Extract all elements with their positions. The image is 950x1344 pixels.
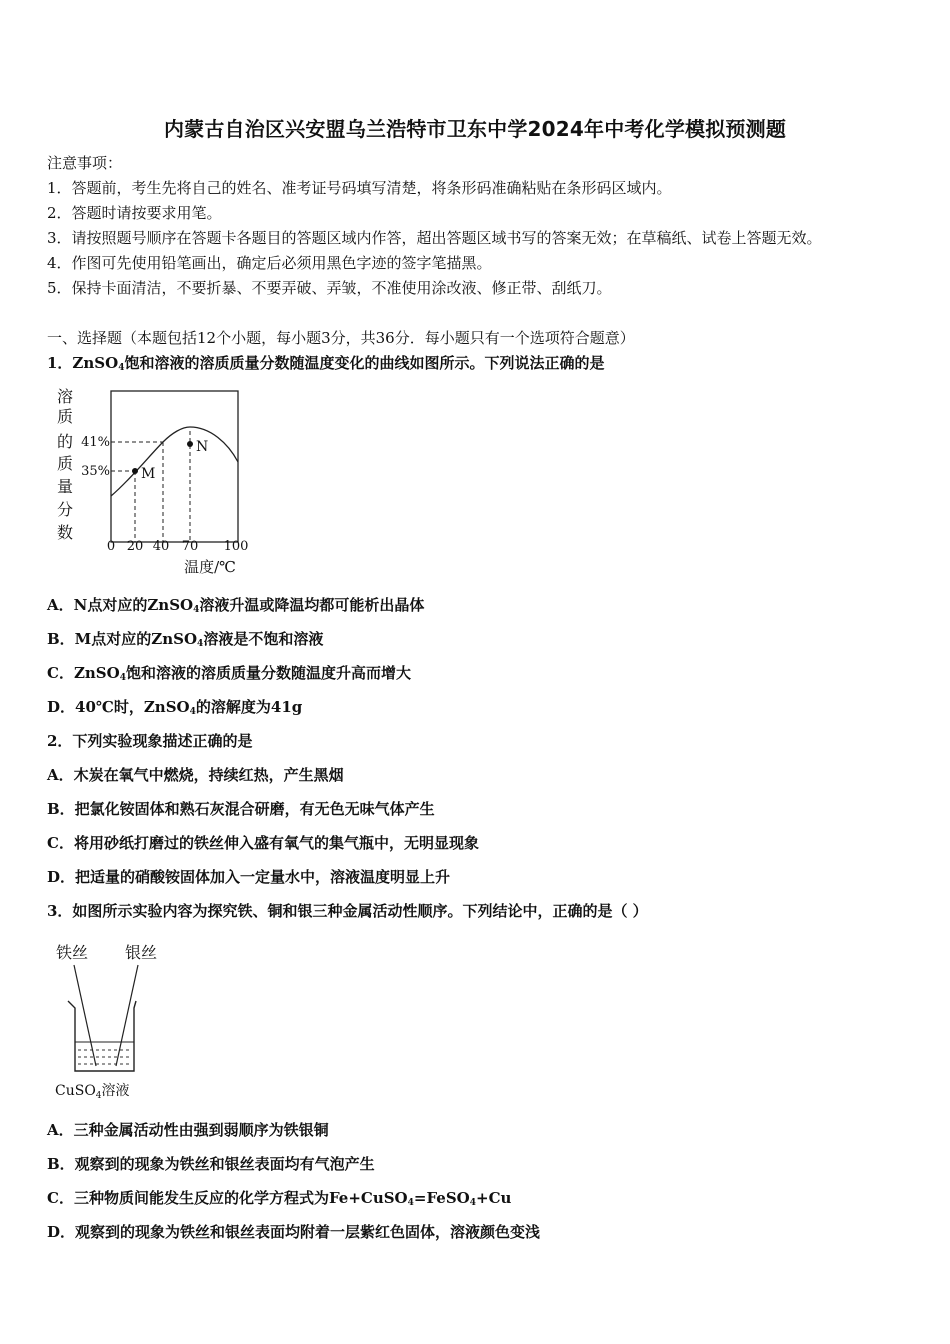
q1-ylabel-char: 的 — [56, 432, 74, 451]
q1-option-b: B．M点对应的ZnSO$_4$溶液是不饱和溶液 — [47, 630, 324, 649]
q2-option-b: B．把氯化铵固体和熟石灰混合研磨，有无色无味气体产生 — [47, 800, 435, 818]
q3-beaker-figure — [50, 938, 180, 1103]
q2-option-c: C．将用砂纸打磨过的铁丝伸入盛有氧气的集气瓶中，无明显现象 — [47, 834, 479, 852]
q1-solubility-curve — [111, 427, 238, 496]
notice-item-2: 2．答题时请按要求用笔。 — [47, 204, 222, 222]
q1-point-n-label: N — [196, 439, 209, 455]
q1-point-m — [132, 468, 138, 474]
q2-stem: 2．下列实验现象描述正确的是 — [47, 732, 253, 750]
q3-option-a: A．三种金属活动性由强到弱顺序为铁银铜 — [47, 1121, 329, 1139]
q1-ylabel-char: 数 — [56, 523, 74, 542]
q3-iron-wire — [74, 965, 96, 1066]
q1-ylabel-char: 质 — [56, 407, 74, 426]
q1-xlabel: 温度/℃ — [184, 558, 236, 576]
q3-option-c: C．三种物质间能发生反应的化学方程式为Fe+CuSO$_4$=FeSO$_4$+Cu — [47, 1189, 512, 1208]
q1-option-a: A．N点对应的ZnSO$_4$溶液升温或降温均都可能析出晶体 — [47, 596, 425, 615]
q1-xtick: 20 — [126, 539, 144, 554]
q3-option-b: B．观察到的现象为铁丝和银丝表面均有气泡产生 — [47, 1155, 375, 1173]
q1-ylabel-char: 质 — [56, 454, 74, 473]
q1-ytick-41: 41% — [81, 435, 110, 450]
notice-item-3: 3．请按照题号顺序在答题卡各题目的答题区域内作答，超出答题区域书写的答案无效；在草稿纸、试卷上答题无效。 — [47, 229, 822, 247]
q3-label-silver-wire: 银丝 — [124, 943, 158, 962]
notice-item-5: 5．保持卡面清洁，不要折暴、不要弄破、弄皱，不准使用涂改液、修正带、刮纸刀。 — [47, 279, 612, 297]
q1-point-m-label: M — [141, 466, 156, 482]
notice-item-1: 1．答题前，考生先将自己的姓名、准考证号码填写清楚，将条形码准确粘贴在条形码区域内。 — [47, 179, 672, 197]
q1-ylabel-char: 量 — [56, 477, 74, 496]
notice-heading: 注意事项： — [47, 154, 123, 172]
page-title: 内蒙古自治区兴安盟乌兰浩特市卫东中学2024年中考化学模拟预测题 — [163, 117, 787, 141]
q1-plot-frame — [111, 391, 238, 542]
q1-xtick: 40 — [152, 539, 170, 554]
q1-option-d: D．40℃时，ZnSO$_4$的溶解度为41g — [47, 698, 303, 717]
q1-ytick-35: 35% — [81, 464, 110, 479]
q3-stem: 3．如图所示实验内容为探究铁、铜和银三种金属活动性顺序。下列结论中，正确的是（ ） — [47, 902, 648, 920]
q1-solubility-figure — [50, 385, 260, 580]
q2-option-d: D．把适量的硝酸铵固体加入一定量水中，溶液温度明显上升 — [47, 868, 451, 886]
q1-point-n — [187, 441, 193, 447]
section-heading: 一、选择题（本题包括12个小题，每小题3分，共36分．每小题只有一个选项符合题意） — [47, 329, 635, 347]
q1-xtick: 0 — [106, 539, 116, 554]
q3-label-solution: CuSO$_4$溶液 — [55, 1083, 130, 1101]
q1-ylabel-char: 溶 — [56, 387, 74, 406]
q2-option-a: A．木炭在氧气中燃烧，持续红热，产生黑烟 — [47, 766, 344, 784]
notice-item-4: 4．作图可先使用铅笔画出，确定后必须用黑色字迹的签字笔描黑。 — [47, 254, 492, 272]
q3-beaker — [68, 1001, 136, 1071]
q3-label-iron-wire: 铁丝 — [55, 943, 89, 962]
q1-stem: 1．ZnSO$_4$饱和溶液的溶质质量分数随温度变化的曲线如图所示。下列说法正确的是 — [47, 354, 605, 373]
q3-option-d: D．观察到的现象为铁丝和银丝表面均附着一层紫红色固体，溶液颜色变浅 — [47, 1223, 541, 1241]
q1-xtick: 100 — [223, 539, 249, 554]
q1-xtick: 70 — [181, 539, 199, 554]
q1-ylabel-char: 分 — [56, 500, 74, 519]
q1-option-c: C．ZnSO$_4$饱和溶液的溶质质量分数随温度升高而增大 — [47, 664, 411, 683]
